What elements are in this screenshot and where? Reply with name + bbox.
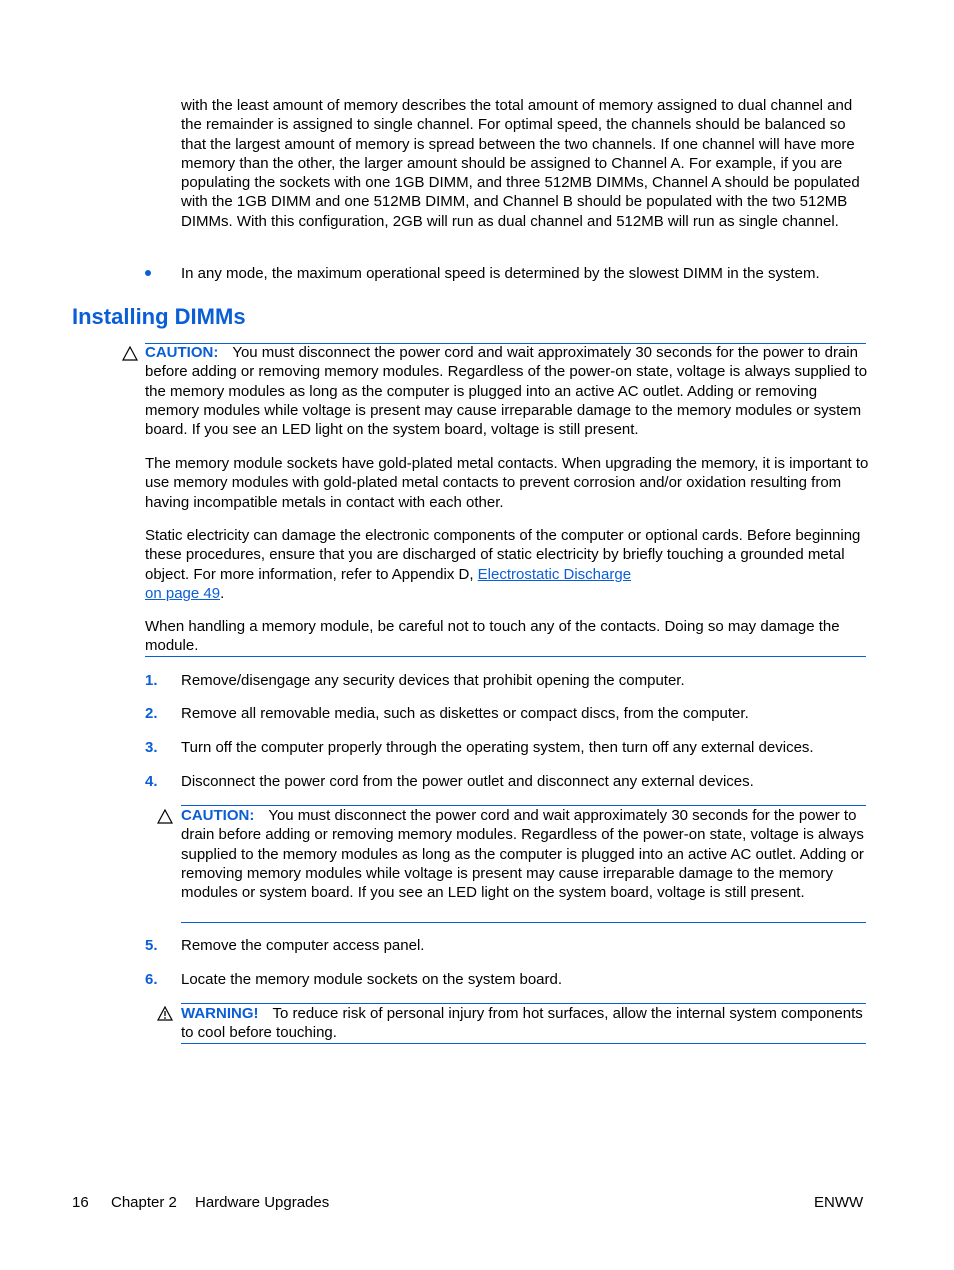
step-text: Disconnect the power cord from the power outlet and disconnect any external devices. — [181, 773, 754, 790]
warning-label: WARNING! — [181, 1005, 259, 1022]
step-text: Locate the memory module sockets on the system board. — [181, 971, 563, 988]
caution-notice — [145, 343, 869, 439]
caution-text: You must disconnect the power cord and wait approximately 30 seconds for the power to drain before adding or removing memory modules. Regardless of the power-on state, voltage is always supplied to the memory modules as long as the computer is plugged into an active AC outlet. Adding or removing memory modules while voltage is present may cause irreparable damage to the memory modules or system board. If you see an LED light on the system board, voltage is still present. — [145, 344, 868, 439]
footer-chapter: Chapter 2 — [111, 1194, 177, 1211]
paragraph-static-electricity — [145, 526, 869, 603]
step-number: 2. — [145, 705, 158, 722]
step-number: 6. — [145, 971, 158, 988]
warning-bottom-rule — [181, 1043, 866, 1044]
caution-label: CAUTION: — [181, 807, 255, 824]
intro-bullet: In any mode, the maximum operational speed is determined by the slowest DIMM in the system. — [181, 265, 820, 282]
step-number: 5. — [145, 937, 158, 954]
step-number: 1. — [145, 672, 158, 689]
electrostatic-discharge-link[interactable]: Electrostatic Discharge — [477, 565, 632, 583]
caution-bottom-rule — [181, 922, 866, 923]
warning-text: To reduce risk of personal injury from hot surfaces, allow the internal system components to cool before touching. — [181, 1005, 863, 1042]
step-number: 3. — [145, 739, 158, 756]
page-reference-link[interactable]: on page 49 — [145, 584, 221, 602]
caution-text: You must disconnect the power cord and wait approximately 30 seconds for the power to drain before adding or removing memory modules. Regardless of the power-on state, voltage is always supplied to the memory modules as long as the computer is plugged into an active AC outlet. Adding or removing memory modules while voltage is present may cause irreparable damage to the memory modules or system board. If you see an LED light on the system board, voltage is still present. — [181, 807, 864, 902]
warning-triangle-icon — [157, 1006, 173, 1021]
section-title: Installing DIMMs — [72, 304, 246, 329]
step-text: Turn off the computer properly through the operating system, then turn off any external devices. — [181, 739, 814, 756]
bullet-icon — [145, 270, 151, 276]
step-text: Remove the computer access panel. — [181, 937, 425, 954]
caution-label: CAUTION: — [145, 344, 219, 361]
paragraph-gold-contacts: The memory module sockets have gold-plated metal contacts. When upgrading the memory, it is important to use memory modules with gold-plated metal contacts to prevent corrosion and/or oxidation resulting from having incompatible metals in contact with each other. — [145, 455, 869, 511]
caution-bottom-rule — [145, 656, 866, 657]
page-number: 16 — [72, 1194, 89, 1211]
caution-triangle-icon — [157, 809, 173, 824]
caution-notice — [181, 806, 869, 902]
step-text: Remove/disengage any security devices that prohibit opening the computer. — [181, 672, 685, 689]
step-number: 4. — [145, 773, 158, 790]
footer-chapter-title: Hardware Upgrades — [195, 1194, 330, 1211]
warning-notice — [181, 1004, 869, 1043]
paragraph-handling: When handling a memory module, be careful not to touch any of the contacts. Doing so may damage the module. — [145, 618, 840, 655]
static-electricity-end: . — [220, 584, 225, 602]
caution-triangle-icon — [122, 346, 138, 361]
intro-paragraph: with the least amount of memory describes the total amount of memory assigned to dual channel and the remainder is assigned to single channel. For optimal speed, the channels should be balanced so that the largest amount of memory is spread between the two channels. If one channel will have more memory than the other, the larger amount should be assigned to Channel A. For example, if you are populating the sockets with one 1GB DIMM, and three 512MB DIMMs, Channel A should be populated with the 1GB DIMM and one 512MB DIMM, and Channel B should be populated with the two 512MB DIMMs. With this configuration, 2GB will run as dual channel and 512MB will run as single channel. — [181, 97, 860, 230]
footer-enww: ENWW — [814, 1194, 864, 1211]
step-text: Remove all removable media, such as diskettes or compact discs, from the computer. — [181, 705, 749, 722]
static-electricity-text: Static electricity can damage the electronic components of the computer or optional cards. Before beginning these procedures, ensure that you are discharged of static electricity by briefly touching a grounded metal object. For more information, refer to Appendix D, — [145, 527, 861, 583]
